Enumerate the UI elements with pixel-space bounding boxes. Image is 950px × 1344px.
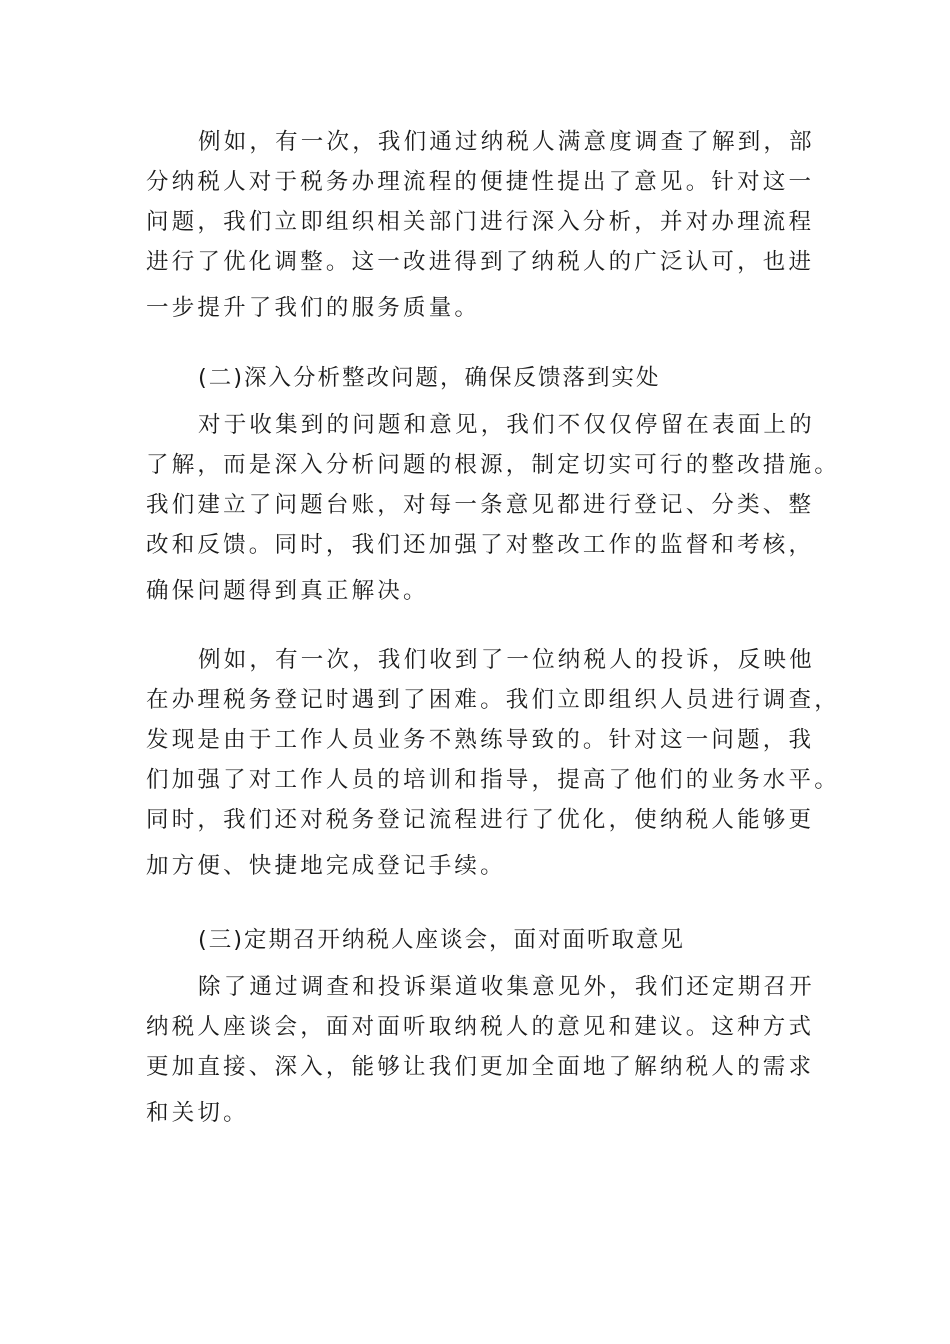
paragraph-line: 改和反馈。同时，我们还加强了对整改工作的监督和考核， xyxy=(146,532,815,558)
paragraph-3 xyxy=(146,640,840,886)
paragraph-line: 加方便、快捷地完成登记手续。 xyxy=(146,853,506,879)
paragraph-line: 分纳税人对于税务办理流程的便捷性提出了意见。针对这一 xyxy=(146,169,815,195)
paragraph-line: 纳税人座谈会，面对面听取纳税人的意见和建议。这种方式 xyxy=(146,1014,815,1040)
paragraph-line: 了解，而是深入分析问题的根源，制定切实可行的整改措施。 xyxy=(146,452,840,478)
section-heading-2 xyxy=(146,358,806,398)
paragraph-1 xyxy=(146,122,815,328)
paragraph-line: 对于收集到的问题和意见，我们不仅仅停留在表面上的 xyxy=(198,412,815,438)
paragraph-line: 和关切。 xyxy=(146,1100,249,1126)
heading-line: (三)定期召开纳税人座谈会，面对面听取意见 xyxy=(198,927,686,953)
paragraph-line: 更加直接、深入，能够让我们更加全面地了解纳税人的需求 xyxy=(146,1054,815,1080)
heading-line: (二)深入分析整改问题，确保反馈落到实处 xyxy=(198,365,661,391)
paragraph-line: 问题，我们立即组织相关部门进行深入分析，并对办理流程 xyxy=(146,209,815,235)
paragraph-line: 除了通过调查和投诉渠道收集意见外，我们还定期召开 xyxy=(198,974,815,1000)
section-heading-3 xyxy=(146,920,806,960)
paragraph-line: 一步提升了我们的服务质量。 xyxy=(146,295,481,321)
paragraph-line: 们加强了对工作人员的培训和指导，提高了他们的业务水平。 xyxy=(146,767,840,793)
paragraph-line: 发现是由于工作人员业务不熟练导致的。针对这一问题，我 xyxy=(146,727,815,753)
paragraph-line: 例如，有一次，我们收到了一位纳税人的投诉，反映他 xyxy=(198,647,815,673)
paragraph-line: 进行了优化调整。这一改进得到了纳税人的广泛认可，也进 xyxy=(146,249,815,275)
paragraph-line: 确保问题得到真正解决。 xyxy=(146,578,429,604)
paragraph-2 xyxy=(146,405,840,611)
paragraph-line: 我们建立了问题台账，对每一条意见都进行登记、分类、整 xyxy=(146,492,815,518)
paragraph-line: 在办理税务登记时遇到了困难。我们立即组织人员进行调查， xyxy=(146,687,840,713)
paragraph-4 xyxy=(146,967,815,1133)
paragraph-line: 例如，有一次，我们通过纳税人满意度调查了解到，部 xyxy=(198,129,815,155)
paragraph-line: 同时，我们还对税务登记流程进行了优化，使纳税人能够更 xyxy=(146,807,815,833)
